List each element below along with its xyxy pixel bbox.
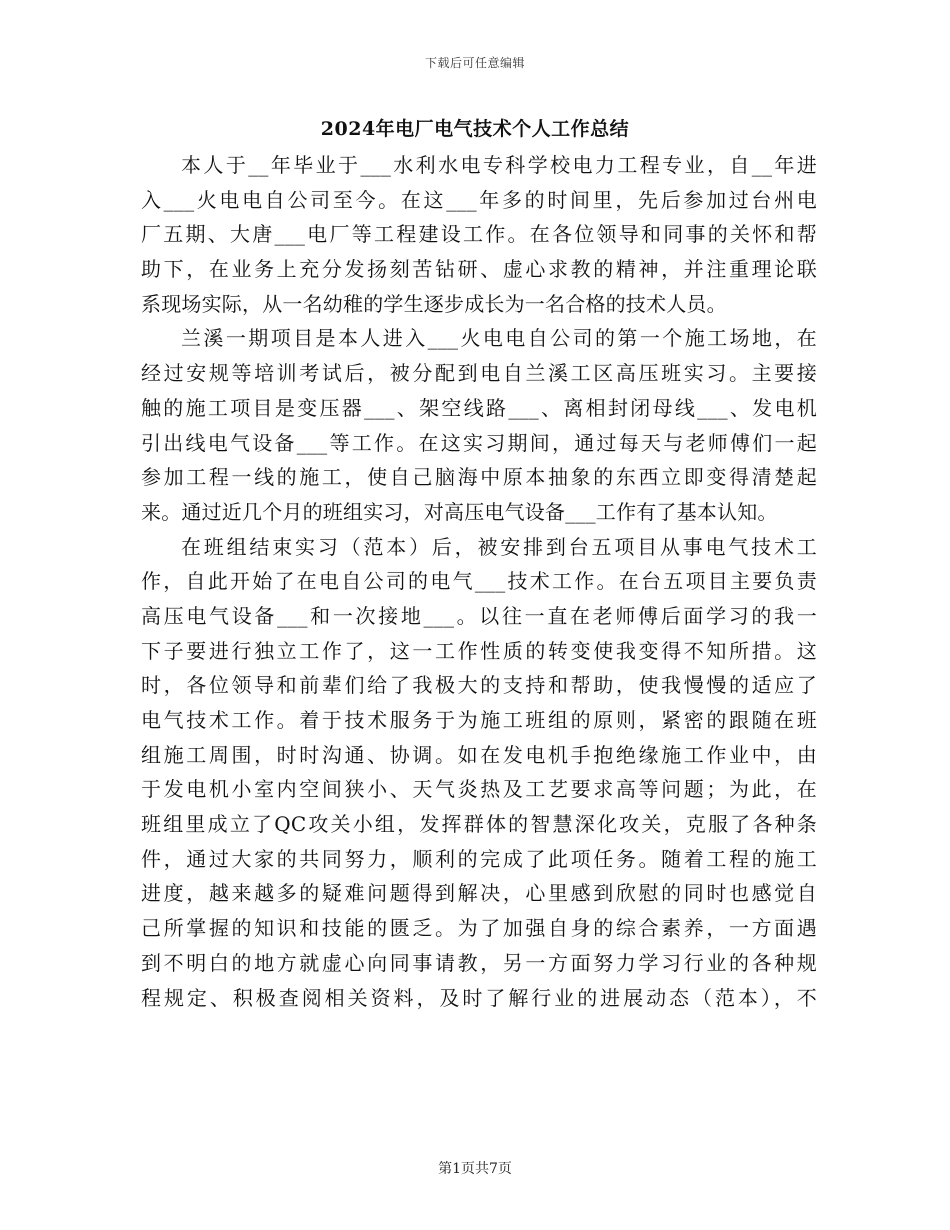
body-text-line: 系现场实际，从一名幼稚的学生逐步成长为一名合格的技术人员。 <box>141 291 727 316</box>
document-title: 2024年电厂电气技术个人工作总结 <box>320 118 630 140</box>
body-text-line: 作，自此开始了在电自公司的电气___技术工作。在台五项目主要负责 <box>141 569 817 594</box>
body-text-line: 电气技术工作。着于技术服务于为施工班组的原则，紧密的跟随在班 <box>141 708 817 732</box>
body-text-line: 在班组结束实习（范本）后，被安排到台五项目从事电气技术工 <box>181 534 817 559</box>
body-text-line: 组施工周围，时时沟通、协调。如在发电机手抱绝缘施工作业中，由 <box>141 742 817 767</box>
body-text-line: 程规定、积极查阅相关资料，及时了解行业的进展动态（范本），不 <box>141 985 817 1010</box>
body-text-line: 助下，在业务上充分发扬刻苦钻研、虚心求教的精神，并注重理论联 <box>141 257 817 282</box>
body-text-line: 兰溪一期项目是本人进入___火电电自公司的第一个施工场地，在 <box>181 326 817 351</box>
body-text-line: 参加工程一线的施工，使自己脑海中原本抽象的东西立即变得清楚起 <box>141 465 817 490</box>
body-text-line: 下子要进行独立工作了，这一工作性质的转变使我变得不知所措。这 <box>141 638 817 663</box>
body-text-line: 到不明白的地方就虚心向同事请教，另一方面努力学习行业的各种规 <box>141 950 817 975</box>
body-text-line: 引出线电气设备___等工作。在这实习期间，通过每天与老师傅们一起 <box>141 430 817 455</box>
body-text-line: 来。通过近几个月的班组实习，对高压电气设备___工作有了基本认知。 <box>141 499 778 524</box>
body-text-line: 进度，越来越多的疑难问题得到解决，心里感到欣慰的同时也感觉自 <box>141 881 817 906</box>
body-text-line: 件，通过大家的共同努力，顺利的完成了此项任务。随着工程的施工 <box>141 846 817 871</box>
body-text-line: 高压电气设备___和一次接地___。以往一直在老师傅后面学习的我一 <box>141 603 817 628</box>
page-footer: 第1页共7页 <box>438 1161 512 1177</box>
body-text-line: 入___火电电自公司至今。在这___年多的时间里，先后参加过台州电 <box>141 187 817 212</box>
body-text-line: 于发电机小室内空间狭小、天气炎热及工艺要求高等问题；为此，在 <box>141 777 817 802</box>
body-text-line: 时，各位领导和前辈们给了我极大的支持和帮助，使我慢慢的适应了 <box>141 673 817 698</box>
body-text-line: 厂五期、大唐___电厂等工程建设工作。在各位领导和同事的关怀和帮 <box>141 222 817 247</box>
body-text-line: 经过安规等培训考试后，被分配到电自兰溪工区高压班实习。主要接 <box>141 361 817 386</box>
document-body <box>141 148 817 1015</box>
header-note: 下载后可任意编辑 <box>424 56 525 70</box>
body-text-line: 触的施工项目是变压器___、架空线路___、离相封闭母线___、发电机 <box>141 395 817 420</box>
body-text-line: 己所掌握的知识和技能的匮乏。为了加强自身的综合素养，一方面遇 <box>141 916 817 941</box>
body-text-line: 本人于__年毕业于___水利水电专科学校电力工程专业，自__年进 <box>181 153 817 177</box>
body-text-line: 班组里成立了QC攻关小组，发挥群体的智慧深化攻关，克服了各种条 <box>141 812 817 837</box>
